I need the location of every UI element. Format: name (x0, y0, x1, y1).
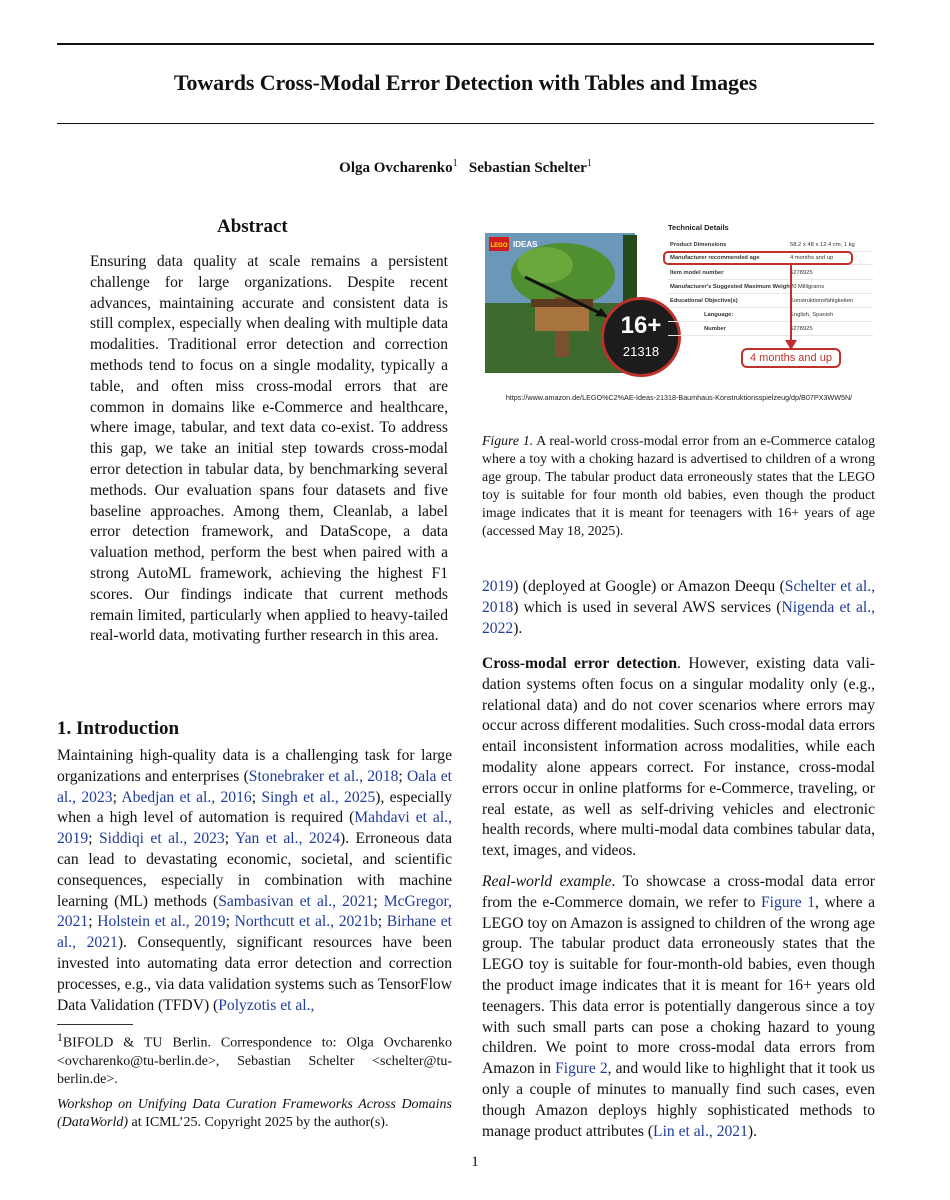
body-text: ) (deployed at Google) or Amazon Deequ ( (513, 578, 785, 595)
body-text: Maintaining high-quality data is a challenging task for large organizations and enterprises ( (57, 747, 452, 785)
citation-link[interactable]: McGregor, 2021 (57, 892, 452, 931)
affiliation-mark: 1 (586, 158, 592, 169)
row-key: Educational Objective(s) (670, 298, 738, 304)
citation-link[interactable]: Polyzotis et al., (218, 996, 315, 1014)
right-paragraph-3 (482, 872, 875, 1142)
figure-source-url[interactable]: https://www.amazon.de/LEGO%C2%AE-Ideas-21318-Baumhaus-Konstruktionsspielzeug/dp/B07PX3WW5N/ (505, 393, 853, 402)
paper-title: Towards Cross-Modal Error Detection with Tables and Images (173, 70, 758, 95)
intro-paragraph: Maintaining high-quality data is a challenging task for large organizations and enterprises (Stonebraker et al., 2018; Oala et al., 2023; Abedjan et al., 2016; Singh et al., 2025), especially when a high level of automation is required (Mahdavi et al., 2019; Siddiqi et al., 2023; Yan et al., 2024). Erroneous data can lead to devastating economic, societal, and scientific consequences, especially in combination with machine learning (ML) methods (Sambasivan et al., 2021; McGregor, 2021; Holstein et al., 2019; Northcutt et al., 2021b; Birhane et al., 2021). Consequently, significant resources have been invested into automating data error detection and correction processes, e.g., via data validation systems such as TensorFlow Data Validation (TFDV) (Polyzotis et al., (57, 747, 453, 1014)
figure-1 (483, 213, 875, 408)
tree-house (535, 305, 589, 331)
figure-reference-link[interactable]: Figure 1 (760, 893, 816, 911)
citation-link[interactable]: Schelter et al., 2018 (482, 578, 875, 616)
author-name: Sebastian Schelter (468, 160, 587, 176)
body-text: ). Erroneous data can lead to devastating economic, societal, and scientific consequences, especially in combination with machine learning (ML) methods ( (57, 830, 453, 910)
row-value: 6278925 (790, 270, 813, 276)
row-value: English, Spanish (790, 312, 834, 318)
author-name: Olga Ovcharenko (339, 160, 453, 176)
row-key: Manufacturer recommended age (670, 255, 760, 261)
row-key: Product Dimensions (670, 242, 727, 248)
right-paragraph-2 (482, 654, 875, 862)
abstract-heading: Abstract (217, 216, 288, 237)
row-value: 4 months and up (790, 255, 834, 261)
row-key: Number (704, 326, 726, 332)
title-bottom-rule (57, 123, 874, 124)
table-row (668, 268, 873, 280)
top-rule (57, 43, 874, 45)
citation-link[interactable]: Abedjan et al., 2016 (121, 788, 252, 806)
citation-link[interactable]: Oala et al., 2023 (57, 767, 452, 806)
citation-link[interactable]: Northcutt et al., 2021b (234, 913, 378, 931)
table-row (668, 282, 873, 294)
row-key: Item model number (670, 270, 724, 276)
body-text: ). (747, 1122, 757, 1140)
figure-caption (482, 432, 875, 540)
row-key: Language: (704, 312, 734, 318)
citation-link[interactable]: Yan et al., 2024 (234, 830, 341, 848)
highlight-box (663, 251, 853, 265)
citation-link[interactable]: Singh et al., 2025 (261, 788, 376, 806)
right-paragraph-1 (482, 577, 875, 639)
highlight-arrow (781, 264, 801, 354)
author-line (57, 158, 874, 177)
body-text: ). (513, 619, 523, 637)
workshop-name: Workshop on Unifying Data Curation Frameworks Across Domains (DataWorld) (57, 1097, 452, 1130)
body-text: , where a LEGO toy on Amazon is assigned to children of the wrong age group. The tabular product data erroneously states that the LEGO toy is suitable for four-month-old babies, even though the product image indicates that it is meant for 16+ years old teenagers. This data error is potentially dangerous since a toy with such small parts can pose a choking hazard to young children. We point to more cross-modal data errors from Amazon in (482, 893, 875, 1078)
affiliation-mark: 1 (452, 158, 458, 169)
table-row (668, 324, 873, 336)
lego-logo: LEGO (490, 243, 508, 249)
footnote-text: BIFOLD & TU Berlin. Correspondence to: Olga Ovcharenko <ovcharenko@tu-berlin.de>, Sebastian Schelter <schelter@tu-berlin.de>. (57, 1035, 452, 1087)
row-value: 6278925 (790, 326, 813, 332)
ideas-label: IDEAS (513, 240, 538, 249)
workshop-note (57, 1096, 452, 1132)
citation-link[interactable]: Siddiqi et al., 2023 (98, 830, 225, 848)
caption-text: A real-world cross-modal error from an e-Commerce catalog where a toy with a choking hazard is advertised to children of a wrong age group. The tabular product data erroneously states that the LEGO toy is suitable for four month old babies, even though the product image indicates that it is meant for teenagers with 16+ years of age (accessed May 18, 2025). (482, 433, 875, 538)
body-text: ) which is used in several AWS services ( (513, 598, 782, 616)
badge-age: 16+ (620, 312, 662, 339)
citation-link[interactable]: Sambasivan et al., 2021 (218, 892, 374, 910)
section-heading-introduction: 1. Introduction (57, 718, 180, 739)
table-row (668, 296, 873, 308)
citation-link[interactable]: Stonebraker et al., 2018 (248, 767, 399, 785)
row-value: 58.2 x 48 x 12.4 cm; 1 kg (790, 242, 855, 248)
citation-link[interactable]: Mahdavi et al., 2019 (57, 809, 452, 848)
row-value: Konstruktionsfähigkeiten (790, 298, 854, 304)
footnote-rule (57, 1024, 133, 1025)
copyright-text: at ICML’25. Copyright 2025 by the author(s). (128, 1115, 389, 1130)
abstract-text: Ensuring data quality at scale remains a persistent challenge for large organizations. Despite recent advances, maintaining accurate and consistent data is still complex, especially when dealing with multiple data modalities. Traditional error detection and correction methods tend to focus on a single modality, typically a table, and often miss cross-modal errors that are common in domains like e-Commerce and healthcare, where image, tabular, and text data co-exist. To address this gap, we take an initial step towards cross-modal error detection in tabular data, by benchmarking several methods. Our evaluation spans four datasets and five baseline approaches. Among them, Cleanlab, a label error detection framework, and DataScope, a data valuation method, perform the best when paired with a strong AutoML framework, achieving the highest F1 scores. Our findings indicate that current methods remain limited, particularly when applied to heavy-tailed real-world data, motivating further research in this area. (90, 253, 448, 645)
page-number: 1 (471, 1154, 479, 1170)
caption-label: Figure 1. (482, 433, 534, 448)
row-value: 20 Milligrams (790, 284, 825, 290)
body-text: ). Consequently, significant resources have been invested into automating data error detection and correction processes, e.g., via data validation systems such as TensorFlow Data Validation (TFDV) ( (57, 934, 452, 1014)
body-text: . However, existing data validation systems often focus on a singular modality only (e.g., relational data) and do not cover scenarios where errors may occur across different modalities. Such cross-modal data errors entail inconsistent information across modalities, while each modality alone appears correct. For instance, cross-modal errors occur in online platforms for e-Commerce, traveling, or real estate, as well as self-driving vehicles and electronic health records, where multi-modal data combines tabular data, text, images, and videos. (482, 655, 875, 860)
technical-details-title: Technical Details (668, 223, 729, 232)
body-text: . To showcase a cross-modal data error from the e-Commerce domain, we refer to (482, 873, 876, 911)
body-text: , and would like to highlight that it took us only a couple of minutes to manually find such cases, even though Amazon deploys highly sophisticated methods to manage product attributes ( (482, 1060, 875, 1140)
figure-reference-link[interactable]: Figure 2 (555, 1060, 608, 1078)
footnote-mark: 1 (57, 1031, 63, 1044)
citation-link[interactable]: Holstein et al., 2019 (97, 913, 226, 931)
citation-link[interactable]: 2019 (482, 578, 514, 595)
footnote (57, 1029, 452, 1089)
row-key: Manufacturer's Suggested Maximum Weight (670, 284, 792, 290)
paragraph-heading: Real-world example (482, 873, 612, 890)
body-text: ), especially when a high level of automation is required ( (57, 788, 453, 827)
paragraph-heading: Cross-modal error detection (482, 655, 678, 672)
table-row (668, 310, 873, 322)
highlight-label: 4 months and up (741, 348, 841, 368)
citation-link[interactable]: Nigenda et al., 2022 (482, 598, 875, 637)
badge-set-number: 21318 (622, 344, 660, 359)
age-badge (601, 297, 681, 377)
citation-link[interactable]: Lin et al., 2021 (653, 1122, 748, 1140)
citation-link[interactable]: Birhane et al., 2021 (57, 913, 452, 952)
